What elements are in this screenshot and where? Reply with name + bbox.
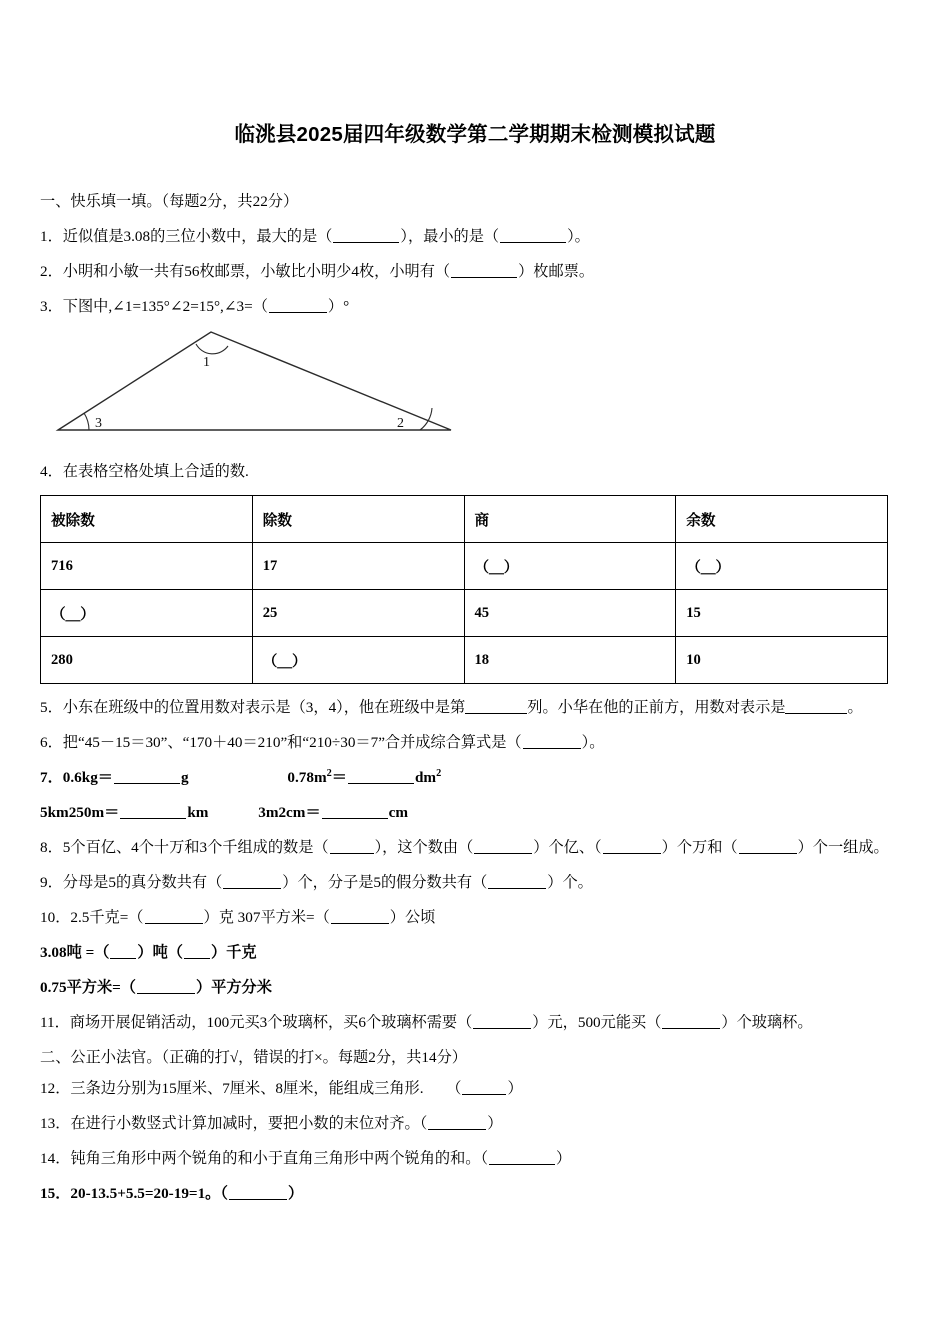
question-13-blank-1[interactable]	[428, 1115, 486, 1130]
table-cell: 18	[464, 637, 676, 684]
question-7-line-1	[40, 766, 918, 787]
question-3-text-b: ）°	[327, 298, 350, 315]
question-5-text-c: 。	[847, 699, 863, 716]
question-11-text-a: 11．商场开展促销活动，100元买3个玻璃杯，买6个玻璃杯需要（	[40, 1014, 473, 1031]
table-cell-blank[interactable]: （＿）	[676, 543, 888, 590]
question-8	[40, 836, 918, 857]
table-cell: 10	[676, 637, 888, 684]
question-3	[40, 295, 918, 316]
question-12-text-b: ）	[507, 1080, 523, 1097]
question-8-text-b: ），这个数由（	[374, 839, 474, 856]
question-8-blank-1[interactable]	[330, 839, 374, 854]
question-1-text-a: 1．近似值是3.08的三位小数中，最大的是（	[40, 228, 333, 245]
question-7-text-i: cm	[388, 804, 409, 821]
table-cell: 45	[464, 590, 676, 637]
table-cell-blank[interactable]: （＿）	[252, 637, 464, 684]
question-7-blank-4[interactable]	[322, 804, 388, 819]
question-10-text-c: ）公顷	[389, 909, 436, 926]
question-10-text-f: ）千克	[210, 944, 257, 961]
question-1-blank-2[interactable]	[500, 228, 566, 243]
question-12-blank-1[interactable]	[462, 1080, 506, 1095]
question-6-text-a: 6．把“45－15＝30”、“170＋40＝210”和“210÷30＝7”合并成综合算式是（	[40, 734, 522, 751]
question-7-text-a: 7．0.6kg＝	[40, 769, 113, 786]
question-9-text-c: ）个。	[547, 874, 593, 891]
question-7-text-g: km	[187, 804, 209, 821]
angle-1-arc	[196, 344, 228, 354]
question-7-text-h: 3m2cm＝	[258, 804, 321, 821]
triangle-shape	[58, 332, 451, 430]
question-5-text-a: 5．小东在班级中的位置用数对表示是（3，4），他在班级中是第	[40, 699, 466, 716]
angle-3-label: 3	[95, 416, 102, 431]
table-row	[41, 590, 888, 637]
question-14	[40, 1147, 918, 1168]
table-header-row	[41, 496, 888, 543]
question-3-blank-1[interactable]	[269, 298, 327, 313]
table-cell: 716	[41, 543, 253, 590]
question-10-text-h: ）平方分米	[195, 979, 272, 996]
page-title: 临洮县2025届四年级数学第二学期期末检测模拟试题	[234, 123, 716, 146]
question-2-blank-1[interactable]	[451, 263, 517, 278]
question-7-text-e: dm	[414, 769, 437, 786]
table-cell-blank[interactable]: （＿）	[41, 590, 253, 637]
table-cell: 15	[676, 590, 888, 637]
section-heading-one: 一、快乐填一填。（每题2分，共22分）	[40, 193, 299, 210]
question-10-line-2	[40, 941, 918, 962]
table-row	[41, 543, 888, 590]
table-header-divisor: 除数	[252, 496, 464, 543]
section-heading-two: 二、公正小法官。（正确的打√，错误的打×。每题2分，共14分）	[40, 1049, 467, 1066]
question-7-blank-1[interactable]	[114, 769, 180, 784]
question-9	[40, 871, 918, 892]
table-cell: 280	[41, 637, 253, 684]
question-7-text-f: 5km250m＝	[40, 804, 120, 821]
exam-body	[40, 190, 918, 1217]
angle-1-label: 1	[203, 355, 210, 370]
question-1-text-b: ），最小的是（	[400, 228, 500, 245]
question-5-blank-1[interactable]	[465, 699, 527, 714]
question-8-blank-3[interactable]	[603, 839, 661, 854]
angle-2-arc	[420, 408, 432, 430]
table-header-dividend: 被除数	[41, 496, 253, 543]
question-1-text-c: ）。	[567, 228, 590, 245]
question-12-text-a: 12．三条边分别为15厘米、7厘米、8厘米，能组成三角形. （	[40, 1080, 462, 1097]
question-10-blank-4[interactable]	[184, 944, 210, 959]
question-7-blank-3[interactable]	[120, 804, 186, 819]
question-9-blank-1[interactable]	[223, 874, 281, 889]
question-4: 4．在表格空格处填上合适的数.	[40, 463, 249, 480]
question-8-blank-2[interactable]	[474, 839, 532, 854]
question-2	[40, 260, 918, 281]
question-10-blank-5[interactable]	[137, 979, 195, 994]
question-9-blank-2[interactable]	[488, 874, 546, 889]
question-7-text-b: g	[181, 769, 189, 786]
question-8-blank-4[interactable]	[739, 839, 797, 854]
question-7-blank-2[interactable]	[348, 769, 414, 784]
angle-2-label: 2	[397, 416, 404, 431]
question-11-text-b: ）元，500元能买（	[532, 1014, 662, 1031]
question-2-text-b: ）枚邮票。	[518, 263, 594, 280]
table-cell-blank[interactable]: （＿）	[464, 543, 676, 590]
question-7-text-d: ＝	[331, 769, 347, 786]
question-15	[40, 1182, 918, 1203]
angle-3-arc	[84, 413, 89, 430]
question-9-text-b: ）个，分子是5的假分数共有（	[282, 874, 488, 891]
question-12	[40, 1077, 918, 1098]
question-9-text-a: 9．分母是5的真分数共有（	[40, 874, 223, 891]
question-7-sup-1: 2	[326, 767, 332, 779]
question-10-blank-1[interactable]	[145, 909, 203, 924]
question-10-blank-3[interactable]	[110, 944, 136, 959]
division-table	[40, 495, 888, 684]
question-11-text-c: ）个玻璃杯。	[721, 1014, 813, 1031]
question-8-text-e: ）个一组成。	[797, 839, 889, 856]
question-5	[40, 696, 918, 717]
question-2-text-a: 2．小明和小敏一共有56枚邮票，小敏比小明少4枚，小明有（	[40, 263, 451, 280]
question-11	[40, 1011, 918, 1032]
question-15-blank-1[interactable]	[229, 1185, 287, 1200]
question-6	[40, 731, 918, 752]
table-row	[41, 637, 888, 684]
question-13	[40, 1112, 918, 1133]
question-10-line-1	[40, 906, 918, 927]
question-1-blank-1[interactable]	[333, 228, 399, 243]
question-1	[40, 225, 918, 246]
question-13-text-b: ）	[487, 1115, 503, 1132]
table-header-quotient: 商	[464, 496, 676, 543]
question-6-text-b: ）。	[581, 734, 605, 751]
question-7-line-2	[40, 801, 918, 822]
question-10-blank-2[interactable]	[331, 909, 389, 924]
question-10-text-d: 3.08吨 =（	[40, 944, 110, 961]
question-11-blank-2[interactable]	[662, 1014, 720, 1029]
question-10-line-3	[40, 976, 918, 997]
question-5-blank-2[interactable]	[785, 699, 847, 714]
triangle-figure	[48, 330, 508, 450]
question-3-text-a: 3．下图中,∠1=135°∠2=15°,∠3=（	[40, 298, 268, 315]
triangle-svg	[48, 330, 508, 450]
table-cell: 25	[252, 590, 464, 637]
question-10-text-b: ）克 307平方米=（	[203, 909, 330, 926]
question-7-sup-2: 2	[436, 767, 442, 779]
table-cell: 17	[252, 543, 464, 590]
question-8-text-c: ）个亿、（	[533, 839, 602, 856]
question-8-text-a: 8．5个百亿、4个十万和3个千组成的数是（	[40, 839, 329, 856]
question-5-text-b: 列。小华在他的正前方，用数对表示是	[527, 699, 786, 716]
question-13-text-a: 13．在进行小数竖式计算加减时，要把小数的末位对齐。（	[40, 1115, 428, 1132]
question-14-text-a: 14．钝角三角形中两个锐角的和小于直角三角形中两个锐角的和。（	[40, 1150, 489, 1167]
question-10-text-g: 0.75平方米=（	[40, 979, 136, 996]
question-14-blank-1[interactable]	[489, 1150, 555, 1165]
table-header-remainder: 余数	[676, 496, 888, 543]
question-8-text-d: ）个万和（	[661, 839, 738, 856]
question-11-blank-1[interactable]	[473, 1014, 531, 1029]
question-14-text-b: ）	[556, 1150, 572, 1167]
question-15-text-b: ）	[287, 1185, 304, 1202]
question-10-text-e: ）吨（	[137, 944, 183, 961]
question-15-text-a: 15．20-13.5+5.5=20-19=1。（	[40, 1185, 228, 1202]
question-6-blank-1[interactable]	[523, 734, 581, 749]
question-10-text-a: 10．2.5千克=（	[40, 909, 144, 926]
question-7-text-c: 0.78m	[287, 769, 327, 786]
